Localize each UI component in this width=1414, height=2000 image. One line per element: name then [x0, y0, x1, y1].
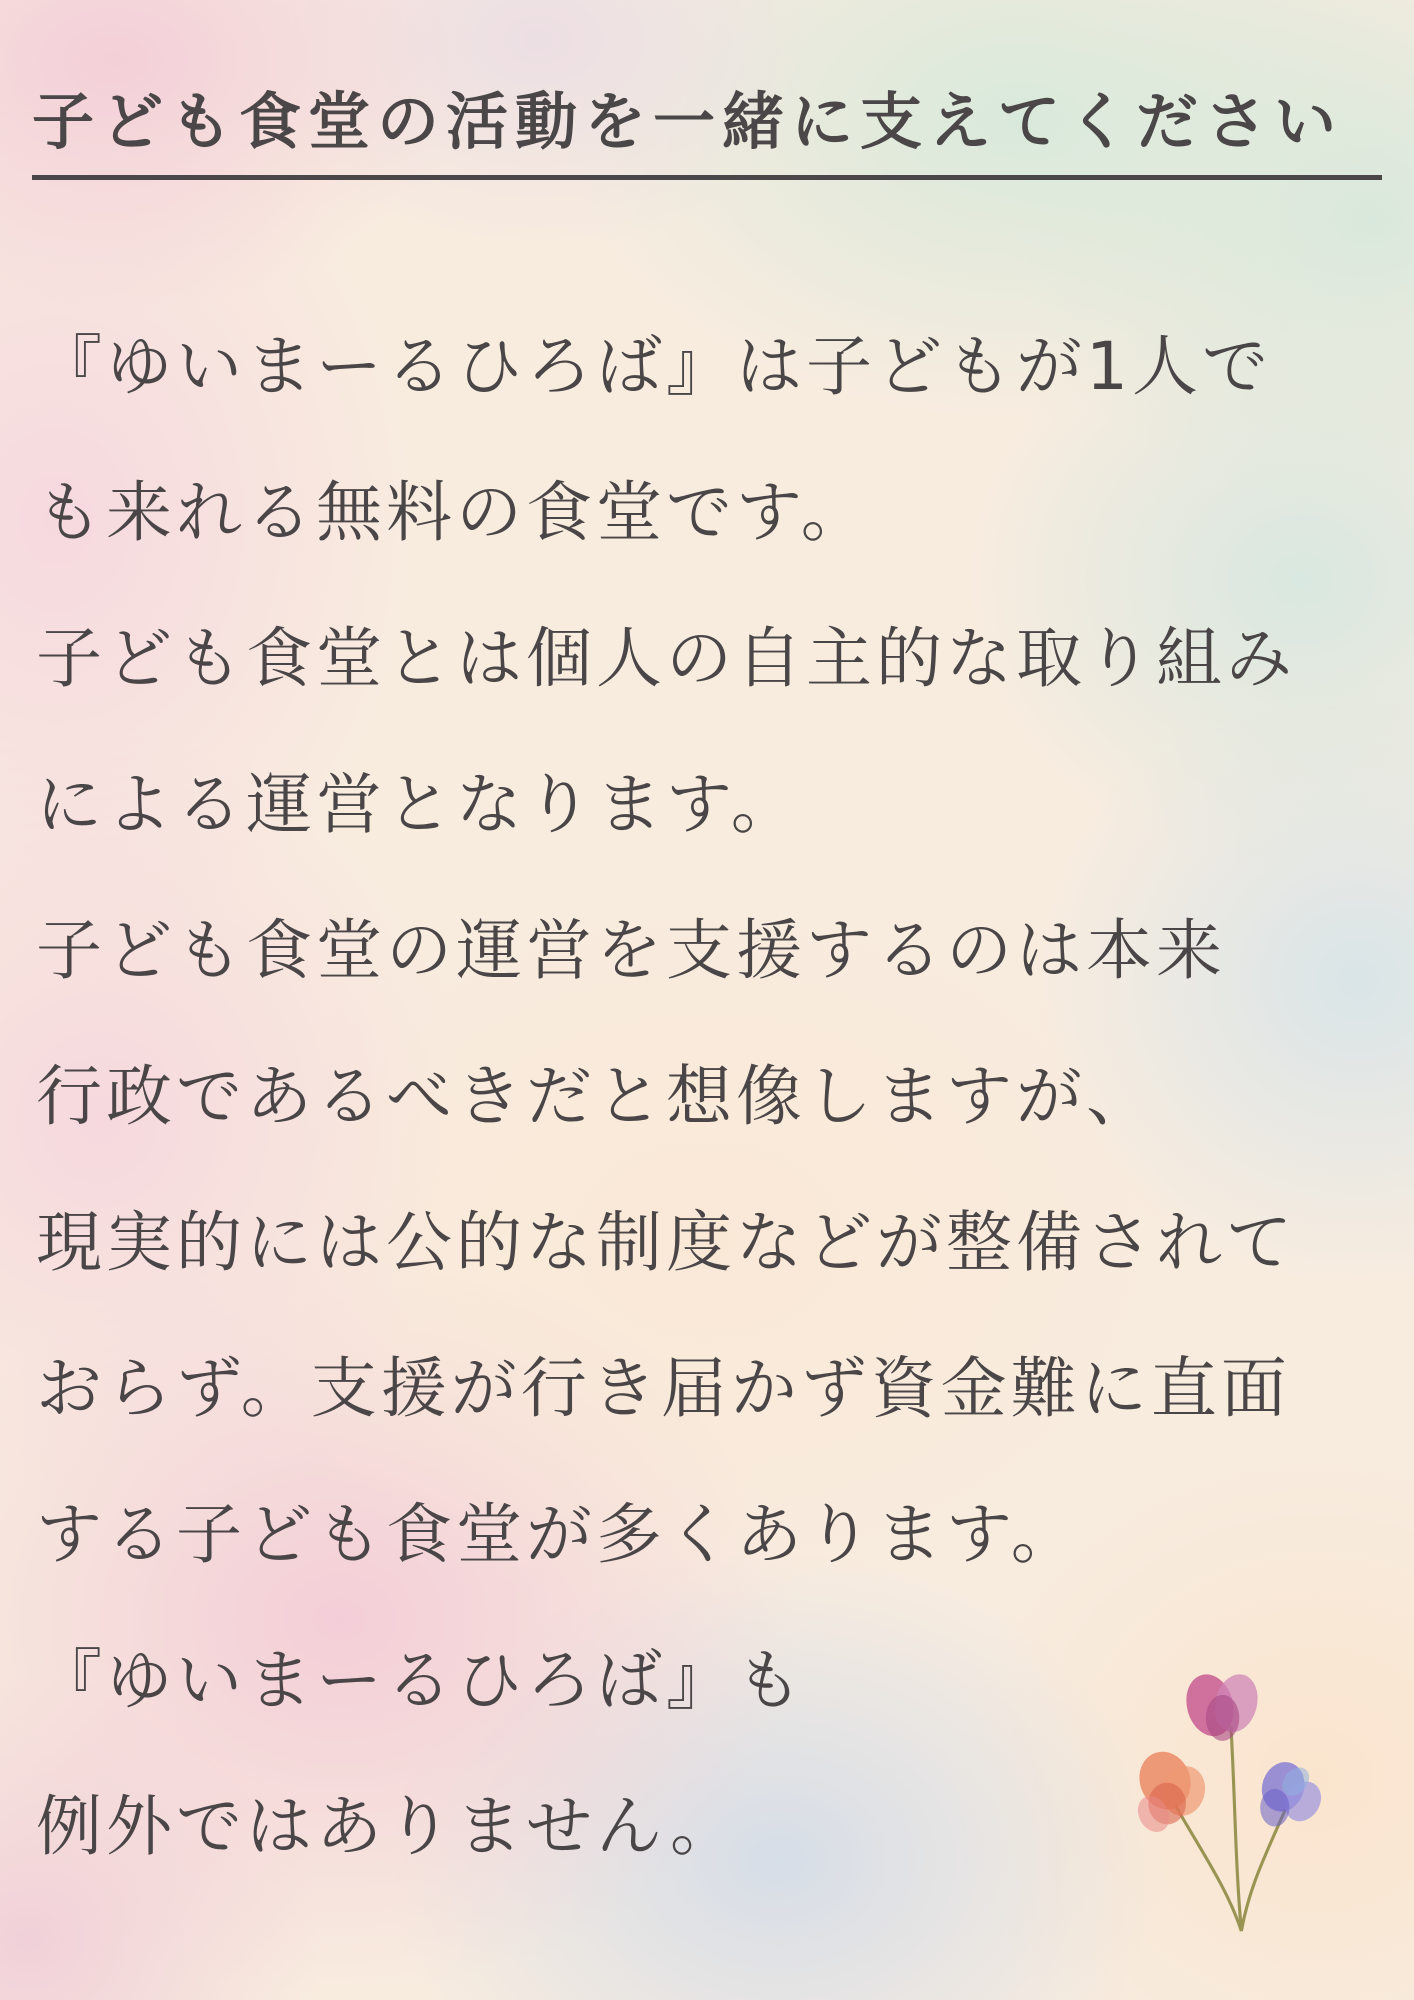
flower-pink: [1180, 1669, 1264, 1741]
body-line-3: 子ども食堂とは個人の自主的な取り組み: [36, 620, 1296, 697]
flower-stems: [1176, 1726, 1286, 1931]
body-line-2: も来れる無料の食堂です。: [36, 474, 871, 551]
body-line-1: 『ゆいまーるひろば』は子どもが1人で: [36, 328, 1272, 405]
flower-bouquet-icon: [1118, 1660, 1348, 1945]
body-line-7: 現実的には公的な制度などが整備されて: [36, 1204, 1296, 1281]
body-line-6: 行政であるべきだと想像しますが、: [36, 1058, 1156, 1135]
flower-purple: [1256, 1756, 1329, 1828]
page-title: 子ども食堂の活動を一緒に支えてください: [32, 72, 1382, 180]
body-line-4: による運営となります。: [36, 766, 801, 843]
body-line-10: 『ゆいまーるひろば』も: [36, 1642, 806, 1719]
body-line-11: 例外ではありません。: [36, 1788, 740, 1865]
body-line-8: おらず。支援が行き届かず資金難に直面: [36, 1350, 1291, 1427]
body-line-9: する子ども食堂が多くあります。: [36, 1496, 1081, 1573]
flower-orange: [1131, 1744, 1210, 1837]
body-line-5: 子ども食堂の運営を支援するのは本来: [36, 912, 1226, 989]
